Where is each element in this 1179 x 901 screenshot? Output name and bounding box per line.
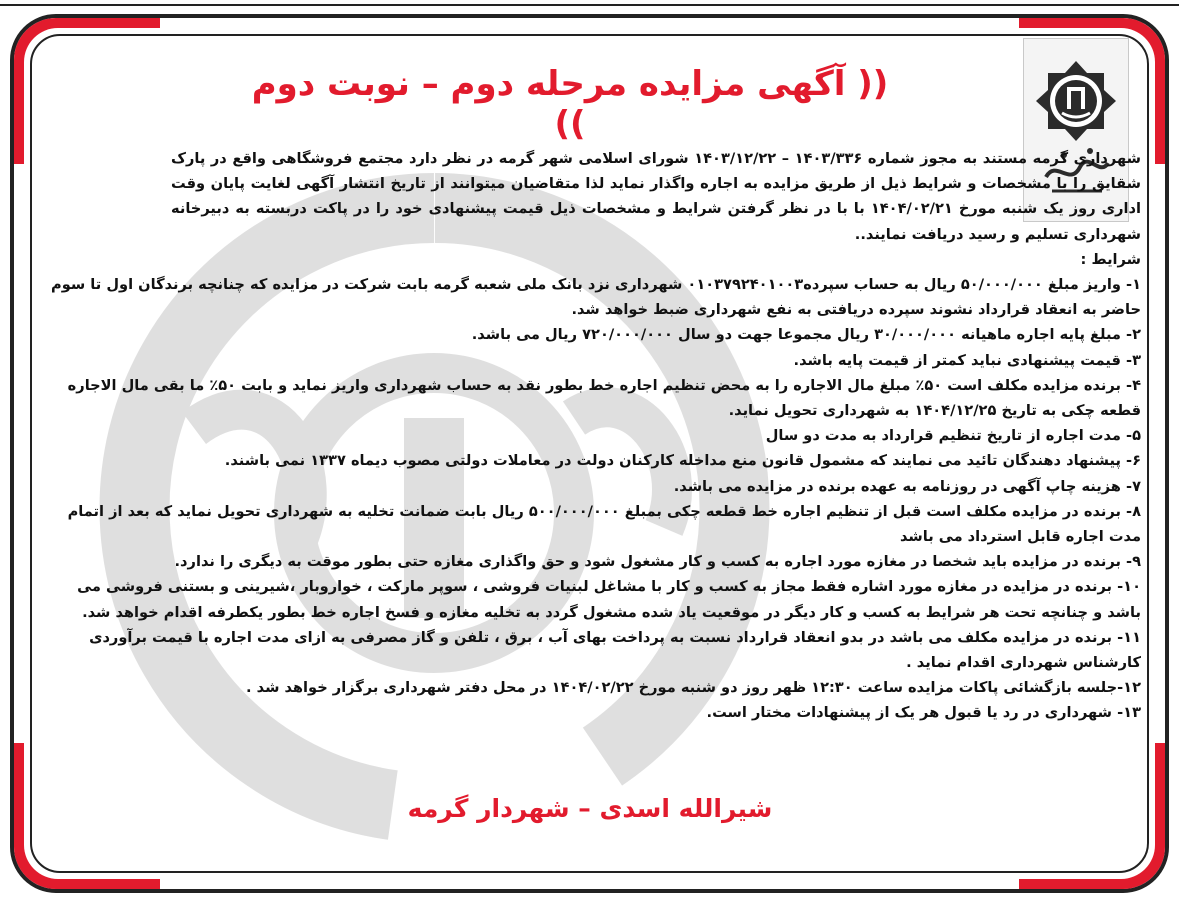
condition-item: ۷- هزینه چاپ آگهی در روزنامه به عهده برنده در مزایده می باشد.: [673, 477, 1141, 495]
condition-item: ۱۱- برنده در مزایده مکلف می باشد در بدو انعقاد قرارداد نسبت به پرداخت بهای آب ، برق ، تلفن و گاز مصرفی به ازای مدت اجاره با قیمت برآوردی کارشناس شهرداری اقدام نماید .: [89, 628, 1141, 672]
signature: شیرالله اسدی – شهردار گرمه: [407, 794, 773, 823]
condition-item: ۵- مدت اجاره از تاریخ تنظیم قرارداد به مدت دو سال: [765, 427, 1141, 445]
condition-item: ۶- پیشنهاد دهندگان تائید می نمایند که مشمول قانون منع مداخله کارکنان دولت در معاملات دولتی مصوب دیماه ۱۳۳۷ نمی باشند.: [224, 452, 1141, 470]
condition-item: ۹- برنده در مزایده باید شخصا در مغازه مورد اجاره به کسب و کار مشغول شود و حق واگذاری مغازه حتی بطور موقت به دیگری را ندارد.: [174, 553, 1141, 571]
notice-body: [49, 146, 1141, 726]
condition-item: ۳- قیمت پیشنهادی نباید کمتر از قیمت پایه باشد.: [793, 351, 1141, 369]
condition-item: ۱۳- شهرداری در رد یا قبول هر یک از پیشنهادات مختار است.: [706, 704, 1141, 722]
condition-item: ۲- مبلغ پایه اجاره ماهیانه ۳۰/۰۰۰/۰۰۰ ریال مجموعا جهت دو سال ۷۲۰/۰۰۰/۰۰۰ ریال می باشد.: [471, 326, 1141, 344]
condition-item: ۱- واریز مبلغ ۵۰/۰۰۰/۰۰۰ ریال به حساب سپرده۰۱۰۳۷۹۲۴۰۱۰۰۳ شهرداری نزد بانک ملی شعبه گرمه بابت شرکت در مزایده که چنانچه برندگان اول تا سوم حاضر به انعقاد قرارداد نشوند سپرده دریافتی به نفع شهرداری ضبط خواهد شد.: [51, 276, 1141, 319]
condition-item: ۸- برنده در مزایده مکلف است قبل از تنظیم اجاره خط قطعه چکی بمبلغ ۵۰۰/۰۰۰/۰۰۰ ریال بابت ضمانت تخلیه به شهرداری تحویل نماید که بعد از اتمام مدت اجاره قابل استرداد می باشد: [67, 502, 1141, 546]
intro-paragraph: شهرداری گرمه مستند به مجوز شماره ۱۴۰۳/۳۳۶ – ۱۴۰۳/۱۲/۲۲ شورای اسلامی شهر گرمه در نظر دارد مجتمع فروشگاهی واقع در پارک شقایق را با مشخصات و شرایط ذیل از طریق مزایده به اجاره واگذار نماید لذا متقاضیان میتوانند از تاریخ انتشار آگهی لغایت پایان وقت اداری روز یک شنبه مورخ ۱۴۰۴/۰۲/۲۱ با با در نظر گرفتن شرایط و مشخصات ذیل قیمت پیشنهادی خود را در پاکت دربسته به دبیرخانه شهرداری تسلیم و رسید دریافت نمایند..: [171, 150, 1141, 243]
condition-item: ۱۲-جلسه بازگشائی پاکات مزایده ساعت ۱۲:۳۰ ظهر روز دو شنبه مورخ ۱۴۰۴/۰۲/۲۲ در محل دفتر شهرداری برگزار خواهد شد .: [246, 679, 1141, 697]
condition-item: ۱۰- برنده در مزایده در مغازه مورد اشاره فقط مجاز به کسب و کار با مشاغل لبنیات فروشی ، سوپر مارکت ، خواروبار ،شیرینی و بستنی فروشی می باشد و چنانچه تحت هر شرایط به کسب و کار دیگر در موقعیت یاد شده مشغول گردد به تخلیه مغازه و فسخ اجاره خط بطور یکطرفه اقدام خواهد شد.: [77, 578, 1141, 621]
conditions-heading: شرایط :: [1080, 250, 1141, 268]
top-rule: [0, 4, 1179, 6]
notice-title: (( آگهی مزایده مرحله دوم – نوبت دوم )): [251, 64, 889, 144]
condition-item: ۴- برنده مزایده مکلف است ۵۰٪ مبلغ مال الاجاره را به محض تنظیم اجاره خط بطور نقد به حساب شهرداری واریز نماید و بابت ۵۰٪ ما بقی مال الاجاره قطعه چکی به تاریخ ۱۴۰۴/۱۲/۲۵ به شهرداری تحویل نماید.: [67, 376, 1141, 420]
